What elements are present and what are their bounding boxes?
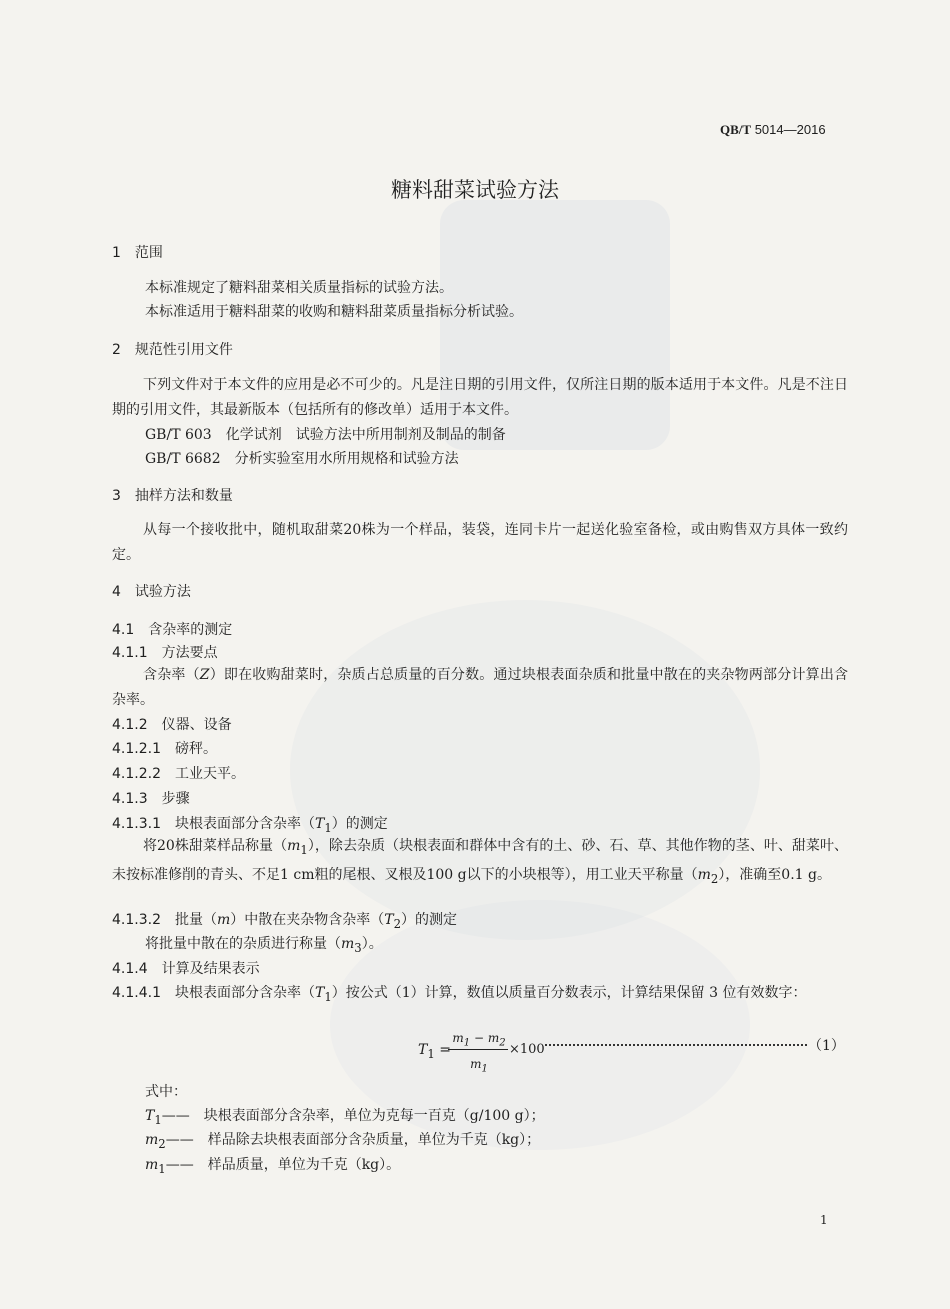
document-title: 糖料甜菜试验方法: [391, 178, 559, 202]
subsection-heading: 4.1 含杂率的测定: [112, 622, 233, 638]
fraction-bar: [448, 1049, 508, 1050]
clause: 4.1.2.1 磅秤。: [112, 741, 217, 757]
subsection-heading: 4.1.2 仪器、设备: [112, 717, 232, 733]
paragraph: 下列文件对于本文件的应用是必不可少的。凡是注日期的引用文件，仅所注日期的版本适用于本文件。凡是不注日期的引用文件，其最新版本（包括所有的修改单）适用于本文件。: [112, 377, 848, 418]
clause-title: 4.1.3.2 批量（m）中散在夹杂物含杂率$(T_2)$的测定: [112, 912, 458, 931]
reference-item: GB/T 603 化学试剂 试验方法中所用制剂及制品的制备: [145, 427, 506, 443]
where-item: $T_1——$ 块根表面部分含杂率，单位为克每一百克（g/100 g）；: [145, 1108, 545, 1127]
paragraph: 从每一个接收批中，随机取甜菜20株为一个样品，装袋，连同卡片一起送化验室备检，或由购售双方具体一致约定。: [112, 522, 848, 563]
subsection-heading: 4.1.4 计算及结果表示: [112, 961, 260, 977]
paragraph: 将批量中散在的杂质进行称量$(m_3)$。: [145, 936, 383, 955]
paragraph: 4.1.4.1 块根表面部分含杂率$(T_1)$按公式（1）计算，数值以质量百分数表示，计算结果保留 3 位有效数字：: [112, 985, 807, 1004]
subsection-heading: 4.1.3 步骤: [112, 791, 190, 807]
formula-lhs: $T_1$ =: [418, 1042, 451, 1061]
where-item: $m_1——$ 样品质量，单位为千克（kg）。: [145, 1157, 401, 1176]
clause-title: 4.1.3.1 块根表面部分含杂率$(T_1)$的测定: [112, 816, 388, 835]
formula-numerator: $m_1 - m_2$: [452, 1031, 506, 1049]
paragraph: 含杂率（Z）即在收购甜菜时，杂质占总质量的百分数。通过块根表面杂质和批量中散在的夹杂物两部分计算出含杂率。: [112, 667, 849, 708]
formula-leader-dots: [545, 1044, 807, 1046]
page-number: 1: [820, 1213, 828, 1227]
section-heading-3: 3 抽样方法和数量: [112, 488, 233, 504]
subsection-heading: 4.1.1 方法要点: [112, 645, 218, 661]
section-heading-4: 4 试验方法: [112, 584, 191, 600]
paragraph: 本标准规定了糖料甜菜相关质量指标的试验方法。: [145, 280, 453, 296]
standard-number: QB/T 5014—2016: [720, 122, 826, 137]
formula-multiplier: ×100: [509, 1042, 545, 1057]
formula-denominator: $m_1$: [470, 1057, 488, 1075]
reference-item: GB/T 6682 分析实验室用水所用规格和试验方法: [145, 451, 459, 467]
section-heading-2: 2 规范性引用文件: [112, 342, 233, 358]
paragraph: 本标准适用于糖料甜菜的收购和糖料甜菜质量指标分析试验。: [145, 304, 523, 320]
formula-number: （1）: [808, 1038, 845, 1054]
where-label: 式中：: [145, 1084, 187, 1100]
paragraph: 将20株甜菜样品称量$(m_1)$，除去杂质（块根表面和群体中含有的土、砂、石、草、其他作物的茎、叶、甜菜叶、未按标准修削的青头、不足1 cm粗的尾根、叉根及100 g以下的小块根等），用工业天平称量$(m_2)$，准确至0.1 g。: [112, 838, 848, 886]
clause: 4.1.2.2 工业天平。: [112, 766, 245, 782]
where-item: $m_2——$ 样品除去块根表面部分含杂质量，单位为千克（kg）；: [145, 1132, 541, 1151]
section-heading-1: 1 范围: [112, 245, 163, 261]
